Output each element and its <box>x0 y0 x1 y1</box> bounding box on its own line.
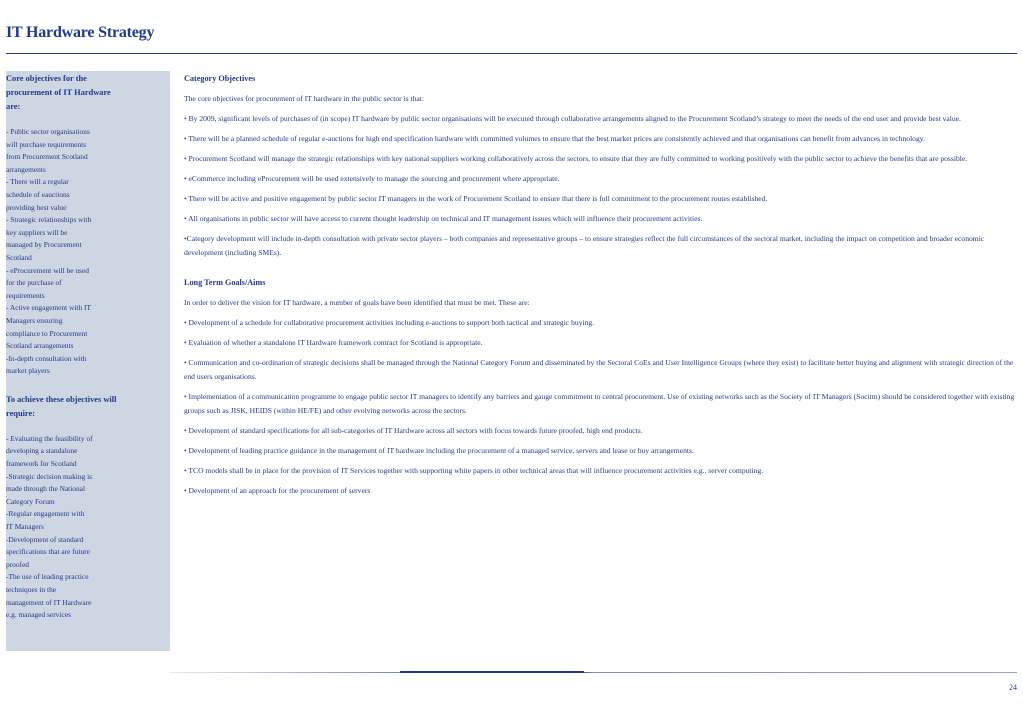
section-intro: In order to deliver the vision for IT hardware, a number of goals have been identified that must be met. These are: <box>184 298 530 307</box>
bullet-paragraph: • eCommerce including eProcurement will be used extensively to manage the sourcing and procurement where appropriate. <box>184 174 560 183</box>
sidebar-list-item: - Strategic relationships with key suppliers will be managed by Procurement Scotland <box>6 215 92 262</box>
sidebar-list-item: - Evaluating the feasibility of developing a standalone framework for Scotland <box>6 433 93 469</box>
bullet-paragraph: • Development of a schedule for collaborative procurement activities including e-auctions to support both tactical and strategic buying. <box>184 318 595 327</box>
sidebar-list-item: - eProcurement will be used for the purchase of requirements <box>6 265 89 300</box>
bullet-paragraph: • TCO models shall be in place for the provision of IT Services together with supporting white papers in other technical areas that will influence procurement activities e.g.. server computing. <box>184 466 764 475</box>
bullet-paragraph: • By 2009, significant levels of purchases of (in scope) IT hardware by public sector organisations will be executed through collaborative arrangements aligned to the Procurement Scotland’s strategy to meet the needs of the end user and provide best value. <box>184 114 961 123</box>
bullet-paragraph: • Communication and co-ordination of strategic decisions shall be managed through the National Category Forum and disseminated by the Sectoral CoEs and User Intelligence Groups (where they exist) to facilitate better buying and alignment with strategic direction of the end users organisations. <box>184 358 1014 381</box>
sidebar-heading-requirements: To achieve these objectives will require: <box>6 394 117 418</box>
bullet-paragraph: •Category development will include in-depth consultation with private sector players – both companies and representative groups – to ensure strategies reflect the full circumstances of the sectoral market, including the impact on competition and broader economic development (including SMEs). <box>184 234 985 257</box>
page-number: 24 <box>1009 683 1017 692</box>
title-divider <box>6 53 1017 54</box>
sidebar-list-item: - There will a regular schedule of eauctions providing best value <box>6 177 70 212</box>
bullet-paragraph: • Development of standard specifications for all sub-categories of IT Hardware across all sectors with focus towards future proofed, high end products. <box>184 426 643 435</box>
bullet-paragraph: • Implementation of a communication programme to engage public sector IT managers to identify any barriers and gauge commitment to central procurement. Use of existing networks such as the Society of IT Managers (Socitm) should be considered together with existing groups such as JISK, HEIDS (within HE/FE) and other evolving networks across the sectors. <box>184 392 1015 415</box>
sidebar-list-item: -Development of standard specifications that are future proofed <box>6 534 90 569</box>
sidebar-list-item: -Regular engagement with IT Managers <box>6 509 85 532</box>
sidebar-list-item: -The use of leading practice techniques in the management of IT Hardware e.g. managed services <box>6 572 92 620</box>
bullet-paragraph: • There will be active and positive engagement by public sector IT managers in the work of Procurement Scotland to ensure that there is full commitment to the procurement routes established. <box>184 194 768 203</box>
section-heading-long-term-goals: Long Term Goals/Aims <box>184 278 266 287</box>
bullet-paragraph: • Development of leading practice guidance in the management of IT hardware including the procurement of a managed service, servers and lease or buy arrangements. <box>184 446 694 455</box>
footer-divider <box>170 672 1017 673</box>
main-content <box>184 72 1018 504</box>
footer-divider-accent <box>400 671 584 673</box>
bullet-paragraph: • Procurement Scotland will manage the strategic relationships with key national suppliers working collaboratively across the sectors, to ensure that they are fully committed to working positively with the public sector to achieve the benefits that are possible. <box>184 154 968 163</box>
section-heading-category-objectives: Category Objectives <box>184 74 256 83</box>
section-intro: The core objectives for procurement of IT hardware in the public sector is that: <box>184 94 425 103</box>
page-title: IT Hardware Strategy <box>6 24 155 41</box>
sidebar-list-item: -Strategic decision making is made through the National Category Forum <box>6 471 92 506</box>
sidebar-list-item: -In-depth consultation with market players <box>6 353 87 376</box>
sidebar-list-item: - Active engagement with IT Managers ensuring compliance to Procurement Scotland arrangements <box>6 303 91 351</box>
bullet-paragraph: • Development of an approach for the procurement of servers <box>184 486 371 495</box>
sidebar-list-item: - Public sector organisations will purchase requirements from Procurement Scotland arrangements <box>6 127 90 174</box>
bullet-paragraph: • Evaluation of whether a standalone IT Hardware framework contract for Scotland is appropriate. <box>184 338 483 347</box>
sidebar-panel <box>6 71 170 651</box>
sidebar-heading-core-objectives: Core objectives for the procurement of IT Hardware are: <box>6 74 111 111</box>
bullet-paragraph: • There will be a planned schedule of regular e-auctions for high end specification hardware with committed volumes to ensure that the best market prices are consistently achieved and that organisations can benefit from advances in technology. <box>184 134 925 143</box>
bullet-paragraph: • All organisations in public sector will have access to current thought leadership on technical and IT management issues which will influence their procurement activities. <box>184 214 703 223</box>
